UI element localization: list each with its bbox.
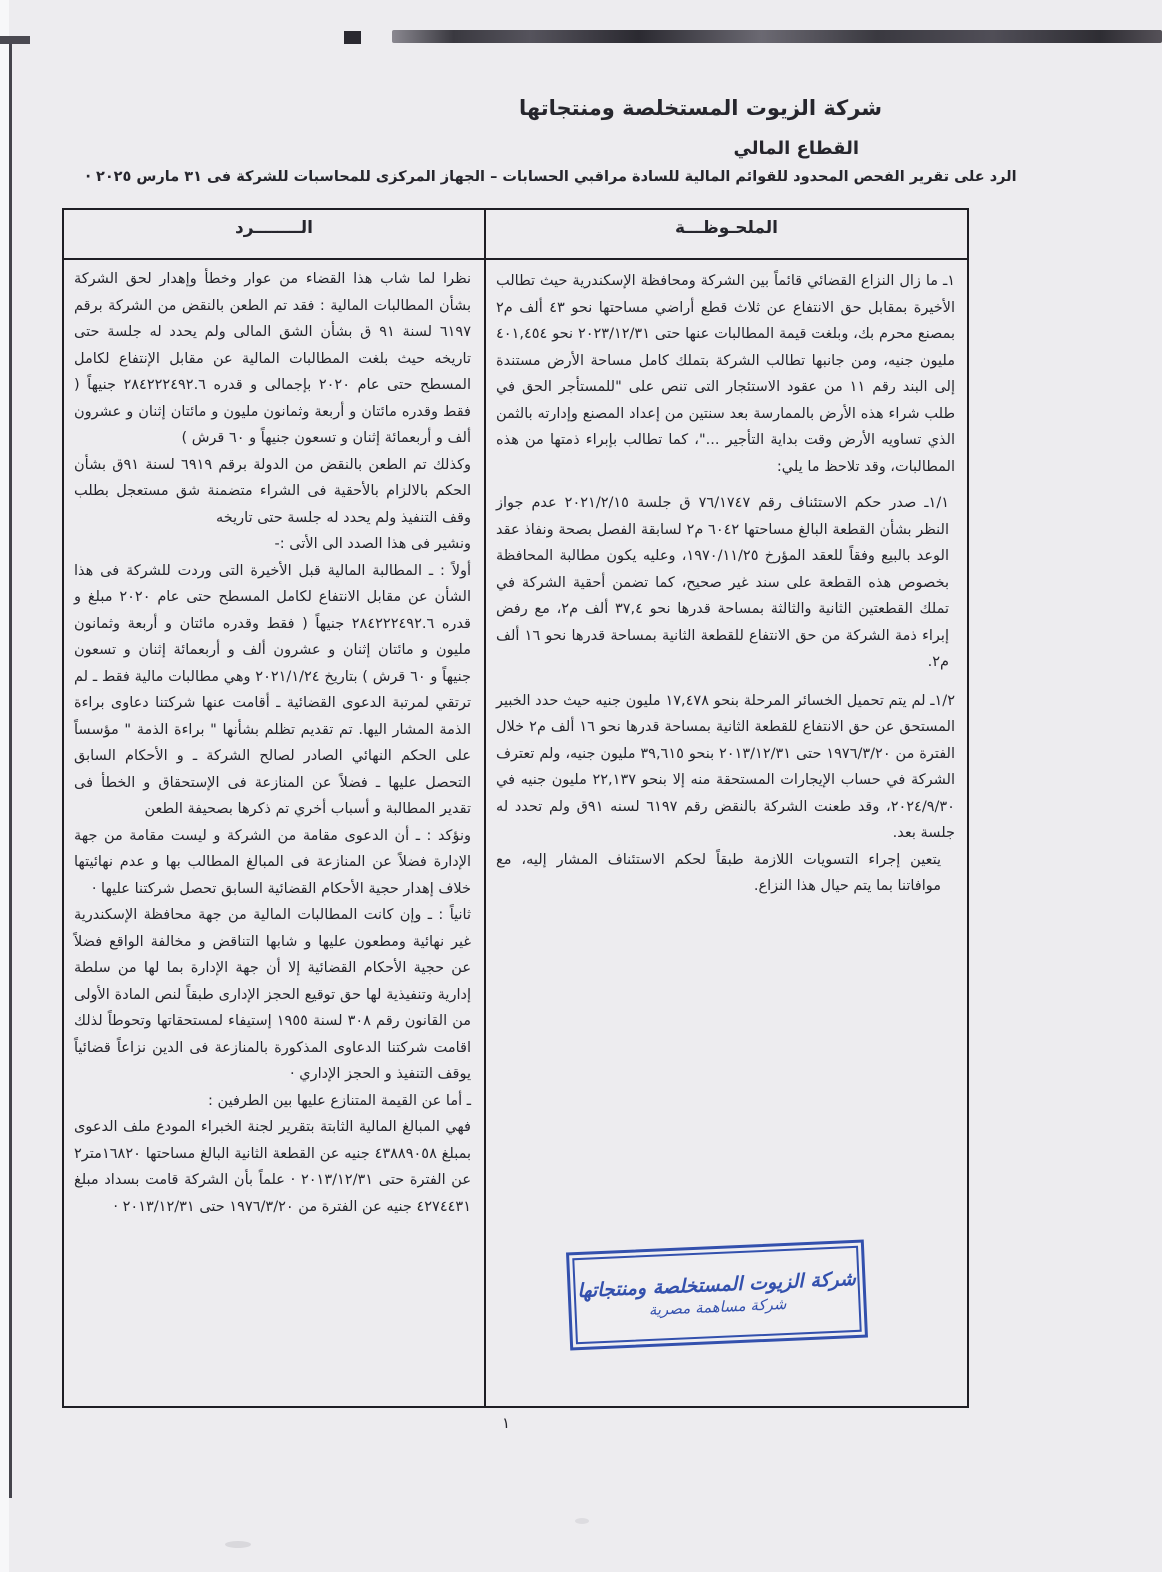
reply-paragraph: ـ أما عن القيمة المتنازع عليها بين الطرفين :	[208, 1092, 471, 1109]
reply-column-header: الــــــــرد	[64, 210, 484, 260]
note-paragraph: ١ـ ما زال النزاع القضائي قائماً بين الشركة ومحافظة الإسكندرية حيث تطالب الأخيرة بمقابل حق الانتفاع عن ثلاث قطع أراضي مساحتها نحو ٤٣ ألف م٢ بمصنع محرم بك، وبلغت قيمة المطالبات عنها حتى ٢٠٢٣/١٢/٣١ نحو ٤٠١,٤٥٤ مليون جنيه، ومن جانبها تطالب الشركة بتملك كامل مساحة الأرض مستندة إلى البند رقم ١١ من عقود الاستئجار التى تنص على "للمستأجر الحق في طلب شراء هذه الأرض بالممارسة بعد سنتين من إعداد المصنع وإدارته بالثمن الذي تساويه الأرض وقت بداية التأجير ..."، كما تطالب بإبراء ذمتها من هذه المطالبات، وقد تلاحظ ما يلي:	[496, 273, 956, 475]
note-column-header: الملحـوظـــة	[484, 210, 967, 260]
reply-column-body	[64, 260, 484, 1406]
stamp-company-type: شركة مساهمة مصرية	[648, 1294, 787, 1319]
notes-replies-table	[62, 208, 969, 1408]
reply-paragraph: ثانياً : ـ وإن كانت المطالبات المالية من جهة محافظة الإسكندرية غير نهائية ومطعون عليها و شابها التناقض و مخالفة الواقع فضلاً عن حجية الأحكام القضائية إلا أن جهة الإدارة بما لها من سلطة إدارية وتنفيذية لها حق توقيع الحجز الإدارى طبقاً لنص المادة الأولى من القانون رقم ٣٠٨ لسنة ١٩٥٥ إستيفاء لمستحقاتها وتحوطاً لذلك اقامت شركتنا الدعاوى المذكورة بالمنازعة فى الدين نزاعاً قضائياً يوقف التنفيذ و الحجز الإداري ·	[74, 907, 472, 1082]
reply-paragraph: فهي المبالغ المالية الثابتة بتقرير لجنة الخبراء المودع ملف الدعوى بمبلغ ٤٣٨٨٩٠٥٨ جنيه عن القطعة الثانية البالغ مساحتها ١٦٨٢٠متر٢ عن الفترة حتى ٢٠١٣/١٢/٣١ · علماً بأن الشركة قامت بسداد مبلغ ٤٢٧٤٤٣١ جنيه عن الفترة من ١٩٧٦/٣/٢٠ حتى ٢٠١٣/١٢/٣١ ·	[74, 1119, 471, 1215]
company-stamp	[566, 1240, 868, 1351]
scan-edge	[0, 0, 9, 1572]
note-column-body	[484, 260, 967, 1406]
reply-paragraph: نظرا لما شاب هذا القضاء من عوار وخطأ وإهدار لحق الشركة بشأن المطالبات المالية : فقد تم الطعن بالنقض من الشركة برقم ٦١٩٧ لسنة ٩١ ق بشأن الشق المالى ولم يحدد له جلسة حتى تاريخه حيث بلغت المطالبات المالية عن مقابل الإنتفاع لكامل المسطح حتى عام ٢٠٢٠ بإجمالى و قدره ٢٨٤٢٢٢٤٩٢.٦ جنيهاً ( فقط وقدره مائتان و أربعة وثمانون مليون و مائتان إثنان و عشرون ألف و أربعمائة إثنان و تسعون جنيهاً و ٦٠ قرش )	[74, 271, 471, 446]
sector-title: القطاع المالي	[733, 138, 859, 159]
scan-artifact-blob	[344, 31, 361, 44]
note-paragraph: ١/٢ـ لم يتم تحميل الخسائر المرحلة بنحو ١٧,٤٧٨ مليون جنيه حيث حدد الخبير المستحق عن حق الانتفاع للقطعة الثانية بمساحة قدرها نحو ١٦ ألف م٢ خلال الفترة من ١٩٧٦/٣/٢٠ حتى ٢٠١٣/١٢/٣١ بنحو ٣٩,٦١٥ مليون جنيه، ولم تعترف الشركة في حساب الإيجارات المستحقة منه إلا بنحو ٢٢,١٣٧ مليون جنيه في ٢٠٢٤/٩/٣٠، وقد طعنت الشركة بالنقض رقم ٦١٩٧ لسنه ٩١ق ولم تحدد له جلسة بعد.	[496, 692, 956, 841]
company-stamp-frame	[572, 1246, 861, 1344]
scan-artifact-mark	[0, 36, 30, 44]
scan-artifact-bar	[392, 30, 1162, 43]
stamp-company-name: شركة الزيوت المستخلصة ومنتجاتها	[576, 1267, 857, 1303]
reply-paragraph: أولاً : ـ المطالبة المالية قبل الأخيرة التى وردت للشركة فى هذا الشأن عن مقابل الانتفاع لكامل المسطح حتى عام ٢٠٢٠ مبلغ و قدره ٢٨٤٢٢٢٤٩٢.٦ جنيهاً ( فقط وقدره مائتان و أربعة وثمانون مليون و مائتان إثنان و عشرون ألف و أربعمائة إثنان و تسعون جنيهاً و ٦٠ قرش ) بتاريخ ٢٠٢١/١/٢٤ وهي مطالبات مالية فقط ـ لم ترتقي لمرتبة الدعوى القضائية ـ أقامت عنها شركتنا دعاوى براءة الذمة المشار اليها. تم تقديم تظلم بشأنها " براءة الذمة " مؤسساً على الحكم النهائي الصادر لصالح الشركة ـ و الأحكام السابق التحصل عليها ـ فضلاً عن المنازعة فى الإستحقاق و الخطأ فى تقدير المطالبة و أسباب أخري تم ذكرها بصحيفة الطعن	[74, 562, 471, 817]
note-paragraph: يتعين إجراء التسويات اللازمة طبقاً لحكم الاستئناف المشار إليه، مع موافاتنا بما يتم حيال هذا النزاع.	[496, 851, 941, 894]
report-title: الرد على تقرير الفحص المحدود للقوائم المالية للسادة مراقبي الحسابات – الجهاز المركزى للمحاسبات للشركة فى ٣١ مارس ٢٠٢٥ ·	[85, 169, 1017, 185]
reply-paragraph: ونشير فى هذا الصدد الى الأتى :-	[274, 536, 471, 552]
company-name: شركة الزيوت المستخلصة ومنتجاتها	[519, 96, 882, 120]
note-paragraph: ١/١ـ صدر حكم الاستئناف رقم ٧٦/١٧٤٧ ق جلسة ٢٠٢١/٢/١٥ عدم جواز النظر بشأن القطعة البالغ مساحتها ٦٠٤٢ م٢ لسابقة الفصل بصحة ونفاذ عقد الوعد بالبيع وفقاً للعقد المؤرخ ١٩٧٠/١١/٢٥، وعليه يكون مطالبة المحافظة بخصوص هذه القطعة على سند غير صحيح، كما تضمن أحقية الشركة في تملك القطعتين الثانية والثالثة بمساحة قدرها نحو ٣٧,٤ ألف م٢، مع رفض إبراء ذمة الشركة من حق الانتفاع للقطعة الثانية بمساحة قدرها نحو ١٦ ألف م٢.	[496, 495, 949, 670]
scan-vertical-line	[9, 38, 12, 1498]
page-number: ١	[501, 1414, 511, 1432]
reply-paragraph: وكذلك تم الطعن بالنقض من الدولة برقم ٦٩١٩ لسنة ٩١ق بشأن الحكم بالالزام بالأحقية فى الشراء متضمنة شق مستعجل بطلب وقف التنفيذ ولم يحدد له جلسة حتى تاريخه	[74, 456, 471, 526]
scan-smudge	[225, 1541, 251, 1548]
scan-smudge	[575, 1518, 589, 1524]
reply-paragraph: ونؤكد : ـ أن الدعوى مقامة من الشركة و ليست مقامة من جهة الإدارة فضلاً عن المنازعة فى المبالغ المطالب بها و عدم نهائيتها خلاف إهدار حجية الأحكام القضائية السابق تحصل شركتنا عليها ·	[74, 827, 471, 897]
